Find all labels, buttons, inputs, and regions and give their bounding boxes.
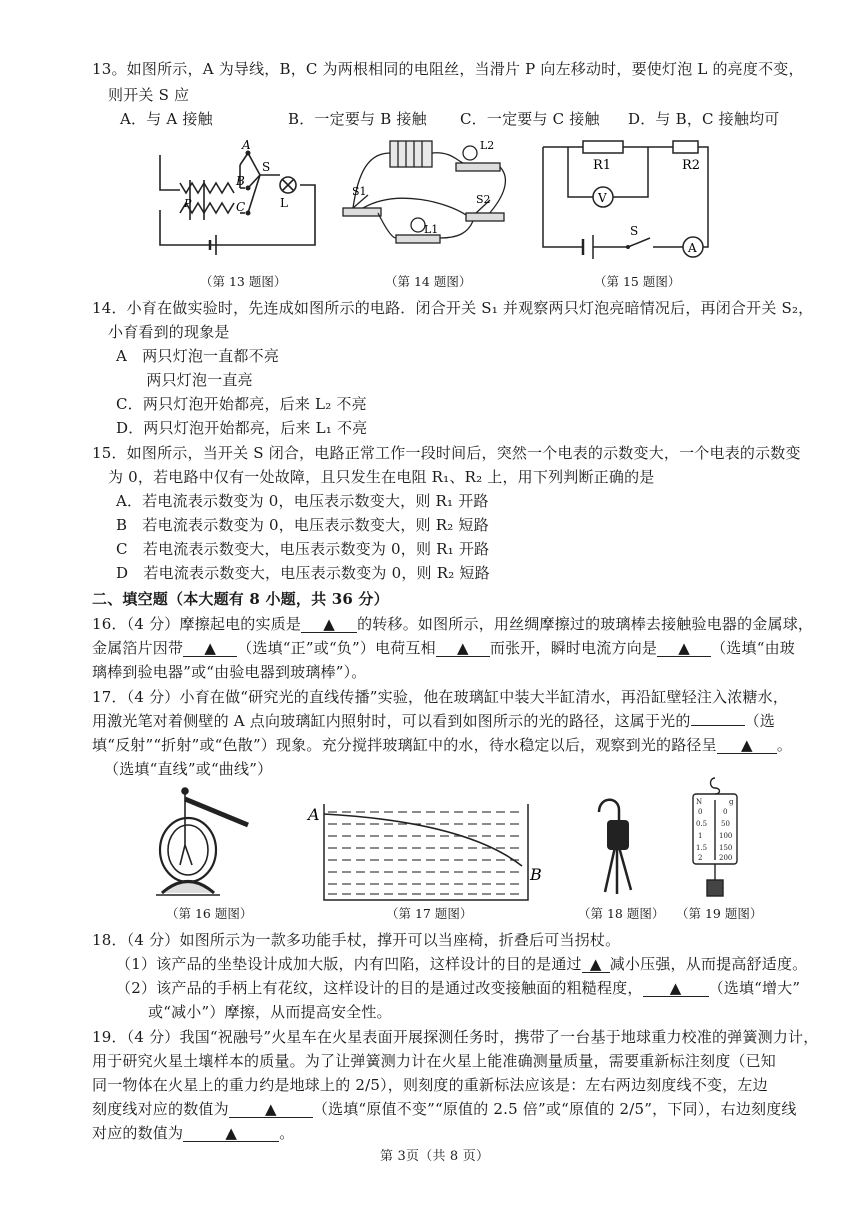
caption-16: （第 16 题图） — [166, 906, 253, 921]
q16-text: （选填“由玻 — [711, 639, 795, 657]
label-C: C — [236, 200, 246, 214]
q19-spring-scale-figure — [685, 776, 745, 904]
q14-option-b: 两只灯泡一直亮 — [116, 371, 253, 389]
q17-text: 填“反射”“折射”或“色散”）现象。充分搅拌玻璃缸中的水，待水稳定以后，观察到光的路径呈 — [92, 736, 717, 754]
q16-electroscope-figure — [150, 785, 260, 903]
q19-line-5 — [92, 1126, 294, 1142]
label-L2: L2 — [480, 139, 495, 152]
label-B: B — [530, 865, 542, 884]
scale-left-tick: 0 — [698, 808, 703, 816]
q18-text: 减小压强，从而提高舒适度。 — [609, 955, 808, 973]
q17-blank-2[interactable]: ▲ — [717, 738, 777, 754]
caption-19: （第 19 题图） — [676, 906, 763, 921]
page-footer: 第 3页（共 8 页） — [380, 1149, 490, 1164]
label-S1: S1 — [352, 185, 367, 198]
q19-line-4 — [92, 1102, 797, 1118]
q17-line-3 — [92, 738, 792, 754]
caption-17: （第 17 题图） — [386, 906, 473, 921]
q14-stem-2: 小育看到的现象是 — [108, 323, 230, 341]
q13-option-a: A．与 A 接触 — [120, 110, 213, 128]
q18-blank-1[interactable]: ▲ — [582, 957, 610, 973]
q18-line-2 — [116, 957, 807, 973]
q17-text: 。 — [776, 736, 793, 754]
q18-line-1: 18．（4 分）如图所示为一款多功能手杖，撑开可以当座椅，折叠后可当拐杖。 — [92, 931, 621, 949]
scale-right-tick: 150 — [719, 844, 733, 852]
q19-line-2: 用于研究火星土壤样本的质量。为了让弹簧测力计在火星上能准确测量质量，需要重新标注刻度（已知 — [92, 1052, 777, 1070]
q16-blank-3[interactable]: ▲ — [436, 641, 490, 657]
q18-text: （选填“增大” — [708, 979, 801, 997]
label-P: P — [184, 197, 192, 210]
q17-line-4: （选填“直线”或“曲线”） — [104, 760, 273, 778]
label-A-meter: A — [688, 241, 697, 255]
q16-blank-2[interactable]: ▲ — [183, 641, 237, 657]
q15-option-d: D 若电流表示数变大，电压表示数变为 0，则 R₂ 短路 — [116, 564, 490, 582]
q17-line-1: 17．（4 分）小育在做“研究光的直线传播”实验，他在玻璃缸中装大半缸清水，再沿缸壁轻注入浓糖水， — [92, 688, 789, 706]
q19-text: 。 — [279, 1124, 295, 1142]
section-2-heading: 二、填空题（本大题有 8 小题，共 36 分） — [92, 590, 389, 608]
label-R1: R1 — [593, 158, 612, 173]
q16-text: 而张开，瞬时电流方向是 — [489, 639, 658, 657]
caption-18: （第 18 题图） — [578, 906, 665, 921]
label-S2: S2 — [476, 193, 491, 206]
q15-circuit-figure — [538, 135, 713, 265]
label-S: S — [262, 160, 271, 174]
q14-option-d: D．两只灯泡开始都亮，后来 L₁ 不亮 — [116, 419, 368, 437]
scale-unit-left: N — [696, 798, 703, 806]
q19-text: 刻度线对应的数值为 — [92, 1100, 229, 1118]
q15-stem-2: 为 0，若电路中仅有一处故障，且只发生在电阻 R₁、R₂ 上，用下列判断正确的是 — [108, 468, 655, 486]
q18-line-4: 或“减小”）摩擦，从而提高安全性。 — [148, 1003, 392, 1021]
q16-line-1 — [92, 617, 813, 633]
q17-text: （选 — [744, 712, 775, 730]
scale-right-tick: 50 — [721, 820, 730, 828]
q16-line-3: 璃棒到验电器”或“由验电器到玻璃棒”）。 — [92, 663, 367, 681]
scale-left-tick: 2 — [698, 854, 703, 862]
q18-text: （2）该产品的手柄上有花纹，这样设计的目的是通过改变接触面的粗糙程度， — [116, 979, 643, 997]
q18-blank-2[interactable]: ▲ — [643, 981, 709, 997]
scale-left-tick: 1.5 — [696, 844, 708, 852]
scale-right-tick: 100 — [719, 832, 733, 840]
q17-blank-1[interactable] — [691, 725, 745, 726]
q15-option-b: B 若电流表示数变为 0，电压表示数变大，则 R₂ 短路 — [116, 516, 489, 534]
q19-line-1: 19．（4 分）我国“祝融号”火星车在火星表面开展探测任务时，携带了一台基于地球重力校准的弹簧测力计， — [92, 1028, 819, 1046]
q15-option-a: A．若电流表示数变为 0，电压表示数变大，则 R₁ 开路 — [116, 492, 489, 510]
q19-text: 对应的数值为 — [92, 1124, 184, 1142]
label-L1: L1 — [424, 223, 439, 236]
q15-option-c: C 若电流表示数变大，电压表示数变为 0，则 R₁ 开路 — [116, 540, 490, 558]
scale-unit-right: g — [729, 798, 734, 806]
q18-text: （1）该产品的坐垫设计成加大版，内有凹陷，这样设计的目的是通过 — [116, 955, 582, 973]
q17-line-2 — [92, 714, 775, 729]
q17-tank-figure — [306, 800, 551, 906]
q14-option-a: A 两只灯泡一直都不亮 — [116, 347, 280, 365]
caption-13: （第 13 题图） — [200, 274, 287, 289]
label-R2: R2 — [682, 158, 701, 173]
q18-line-3 — [116, 981, 800, 997]
q19-blank-2[interactable]: ▲ — [183, 1126, 279, 1142]
q16-text: 的转移。如图所示，用丝绸摩擦过的玻璃棒去接触验电器的金属球， — [357, 615, 814, 633]
q13-option-b: B．一定要与 B 接触 — [288, 110, 427, 128]
q14-circuit-figure — [338, 133, 523, 265]
scale-left-tick: 1 — [698, 832, 703, 840]
q19-blank-1[interactable]: ▲ — [229, 1102, 313, 1118]
q16-blank-1[interactable]: ▲ — [301, 617, 357, 633]
label-V: V — [598, 191, 607, 205]
q17-text: 用激光笔对着侧壁的 A 点向玻璃缸内照射时，可以看到如图所示的光的路径，这属于光的 — [92, 712, 691, 730]
q13-stem-1: 13。如图所示，A 为导线，B，C 为两根相同的电阻丝，当滑片 P 向左移动时，要使灯泡 L 的亮度不变， — [92, 60, 804, 78]
q19-text: （选填“原值不变”“原值的 2.5 倍”或“原值的 2/5”，下同），右边刻度线 — [312, 1100, 797, 1118]
q13-option-d: D．与 B，C 接触均可 — [628, 110, 780, 128]
label-A: A — [308, 805, 320, 824]
scale-left-tick: 0.5 — [696, 820, 708, 828]
caption-14: （第 14 题图） — [385, 274, 472, 289]
q16-line-2 — [92, 641, 795, 657]
q18-walking-stick-figure — [585, 792, 645, 900]
q14-stem-1: 14．小育在做实验时，先连成如图所示的电路．闭合开关 S₁ 并观察两只灯泡亮暗情况后，再闭合开关 S₂， — [92, 299, 814, 317]
q16-text: 16．（4 分）摩擦起电的实质是 — [92, 615, 302, 633]
q13-option-c: C．一定要与 C 接触 — [460, 110, 600, 128]
q13-circuit-figure — [150, 135, 325, 267]
q15-stem-1: 15．如图所示，当开关 S 闭合，电路正常工作一段时间后，突然一个电表的示数变大，一个电表的示数变 — [92, 444, 801, 462]
scale-right-tick: 200 — [719, 854, 733, 862]
label-S-switch: S — [630, 224, 639, 238]
q16-text: 金属箔片因带 — [92, 639, 184, 657]
caption-15: （第 15 题图） — [594, 274, 681, 289]
q19-line-3: 同一物体在火星上的重力约是地球上的 2/5），则刻度的重新标法应该是：左右两边刻度线不变，左边 — [92, 1076, 768, 1094]
label-L: L — [280, 196, 288, 210]
q16-text: （选填“正”或“负”）电荷互相 — [237, 639, 436, 657]
label-A: A — [242, 138, 251, 152]
q14-option-c: C．两只灯泡开始都亮，后来 L₂ 不亮 — [116, 395, 367, 413]
label-B: B — [236, 174, 245, 188]
q13-stem-2: 则开关 S 应 — [108, 86, 190, 104]
scale-right-tick: 0 — [723, 808, 728, 816]
q16-blank-4[interactable]: ▲ — [657, 641, 711, 657]
